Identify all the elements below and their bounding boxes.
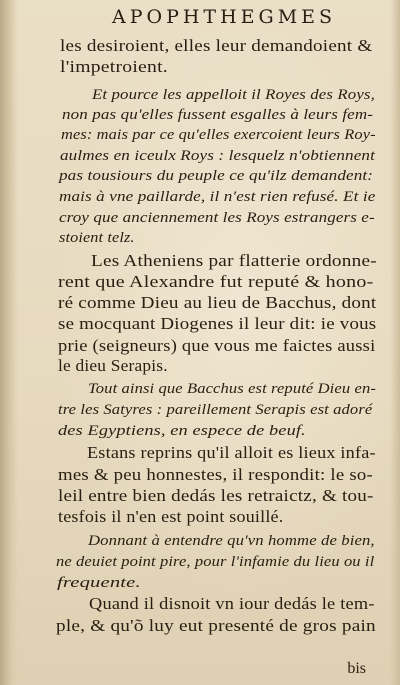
text-line: aulmes en iceulx Roys : lesquelz n'obtiennent (60, 148, 375, 164)
catchword: bis (347, 660, 366, 677)
text-line: frequente. (57, 575, 141, 591)
page-gutter-shadow (0, 0, 18, 685)
text-line: Les Atheniens par flatterie ordonne- (91, 251, 377, 270)
text-line: tesfois il n'en est point souillé. (58, 507, 284, 526)
text-line: Estans reprins qu'il alloit es lieux infa- (87, 443, 376, 462)
text-line: ple, & qu'õ luy eut presenté de gros pain (56, 616, 376, 635)
text-line: mes: mais par ce qu'elles exercoient leurs Roy- (61, 127, 376, 143)
text-line: non pas qu'elles fussent esgalles à leurs fem- (62, 107, 374, 123)
running-head: APOPHTHEGMES (112, 6, 337, 28)
text-line: les desiroient, elles leur demandoient & (60, 36, 373, 55)
text-line: Quand il disnoit vn iour dedás le tem- (89, 594, 375, 613)
text-line: croy que anciennement les Roys estrangers e- (59, 210, 375, 226)
text-line: des Egyptiens, en espece de beuf. (58, 423, 306, 439)
text-line: se mocquant Diogenes il leur dit: ie vous (58, 314, 377, 333)
text-line: prie (seigneurs) que vous me faictes aussi (58, 336, 376, 355)
text-line: l'impetroient. (60, 57, 168, 76)
text-line: le dieu Serapis. (58, 356, 168, 375)
text-line: tre les Satyres : pareillement Serapis est adoré (58, 402, 373, 418)
text-line: leil entre bien dedás les retraictz, & tou- (58, 486, 374, 505)
text-line: ré comme Dieu au lieu de Bacchus, dont (58, 293, 377, 312)
text-line: Donnant à entendre qu'vn homme de bien, (88, 533, 375, 549)
text-line: Et pource les appelloit il Royes des Roys, (92, 87, 375, 103)
page-edge-shadow (390, 0, 400, 685)
text-line: mes & peu honnestes, il respondit: le so- (58, 465, 373, 484)
text-line: pas tousiours du peuple ce qu'ilz demandent: (59, 168, 374, 184)
text-line: rent que Alexandre fut reputé & hono- (58, 272, 374, 291)
text-line: Tout ainsi que Bacchus est reputé Dieu en- (88, 381, 376, 397)
text-line: ne deuiet point pire, pour l'infamie du lieu ou il (56, 554, 375, 570)
text-line: mais à vne paillarde, il n'est rien refusé. Et ie (59, 189, 376, 205)
text-line: stoient telz. (59, 230, 135, 246)
